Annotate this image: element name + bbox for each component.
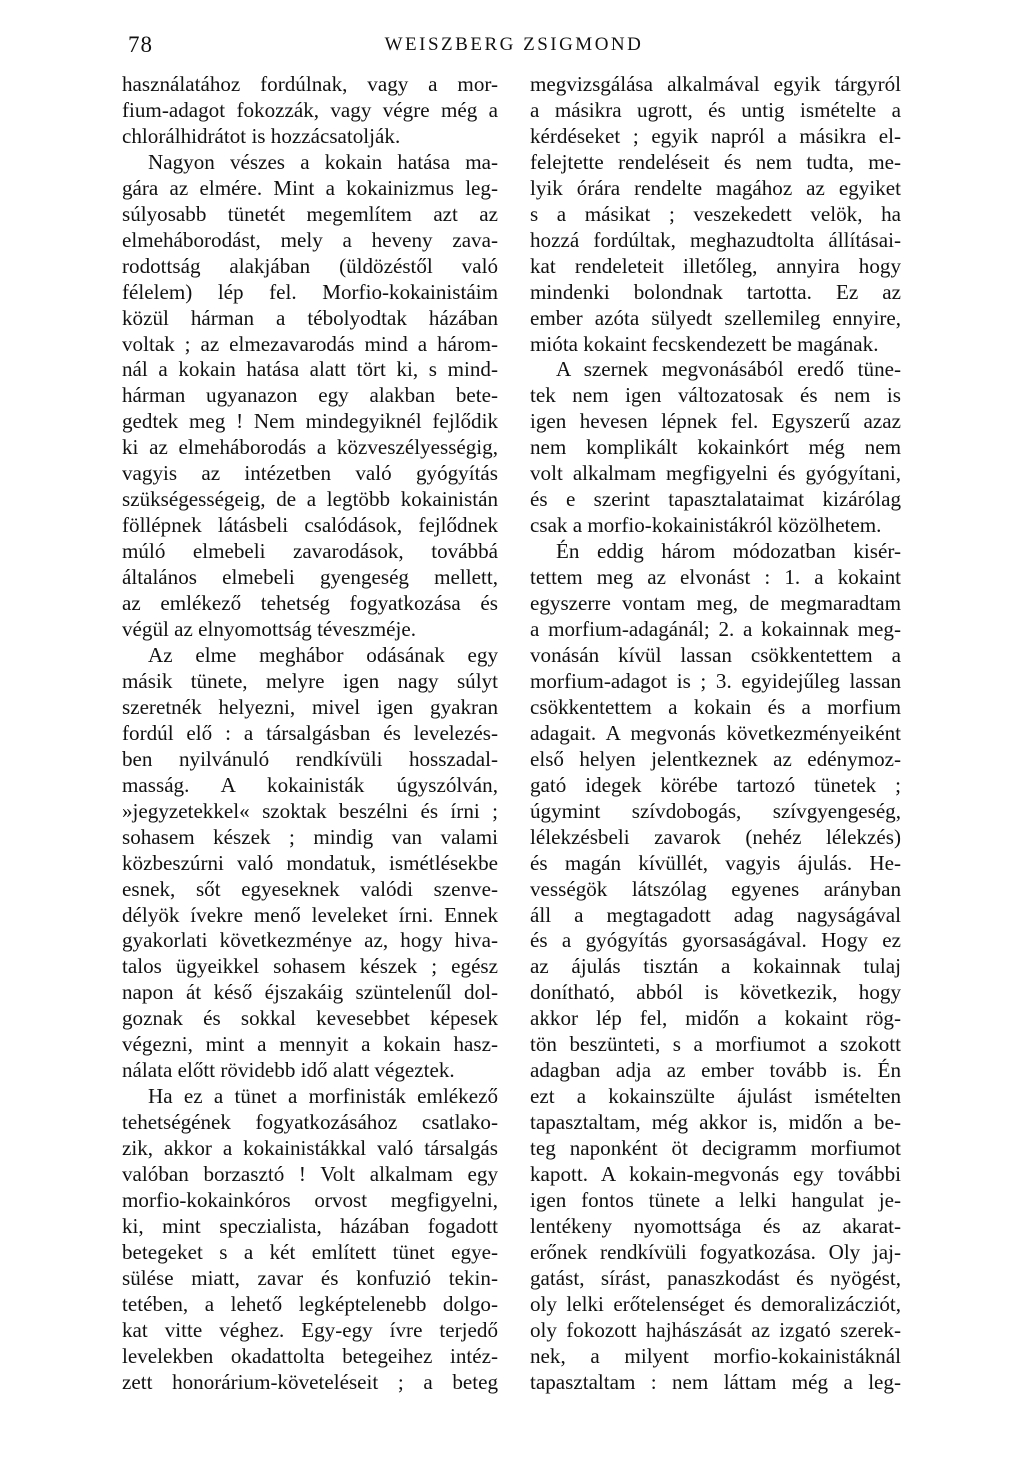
text-line: Az elme meghábor odásának egy xyxy=(148,642,498,667)
text-line: ember azóta sülyedt szellemileg ennyire, xyxy=(530,305,901,330)
text-line: zett honorárium-követeléseit ; a beteg xyxy=(122,1369,498,1394)
text-line: szeretnék helyezni, mivel igen gyakran xyxy=(122,694,498,719)
text-line: az ájulás tisztán a kokainnak tulaj xyxy=(530,954,901,979)
text-line: igen hevesen lépnek fel. Egyszerű azaz xyxy=(530,409,901,434)
text-line: ki, mint speczialista, házában fogadott xyxy=(122,1213,498,1238)
text-line: használatához fordúlnak, vagy a mor- xyxy=(122,72,498,96)
text-line: nem komplikált kokainkórt még nem xyxy=(530,435,901,460)
text-line: gyakorlati következménye az, hogy hiva- xyxy=(122,928,498,953)
text-line: tetében, a lehető legképtelenebb dolgo- xyxy=(122,1291,498,1316)
text-line: áll a megtagadott adag nagyságával xyxy=(530,902,901,927)
text-line: akkor lép fel, midőn a kokaint rög- xyxy=(530,1006,901,1031)
text-line: donítható, abból is következik, hogy xyxy=(530,980,901,1005)
text-line: és e szerint tapasztalataimat kizárólag xyxy=(530,487,901,512)
text-line: súlyosabb tünetét megemlítem azt az xyxy=(122,201,498,226)
text-line: mindenki bolondnak tartotta. Ez az xyxy=(530,279,901,304)
text-line: kat rendeleteit illetőleg, annyira hogy xyxy=(530,253,901,278)
text-line: lélekzésbeli zavarok (nehéz lélekzés) xyxy=(530,824,901,849)
text-line: nál a kokain hatása alatt tört ki, s mind- xyxy=(122,357,498,382)
text-line: sülése miatt, zavar és konfuzió tekin- xyxy=(122,1265,498,1290)
text-line: valóban borzasztó ! Volt alkalmam egy xyxy=(122,1162,498,1187)
text-line: A szernek megvonásából eredő tüne- xyxy=(556,357,901,382)
text-line: a morfium-adagánál; 2. a kokainnak meg- xyxy=(530,617,901,642)
text-line: Én eddig három módozatban kisér- xyxy=(556,539,901,564)
running-title: WEISZBERG ZSIGMOND xyxy=(384,34,644,55)
text-line: lentékeny nyomottsága és az akarat- xyxy=(530,1213,901,1238)
text-line: szükségességeig, de a legtöbb kokainistán xyxy=(122,487,498,512)
running-head xyxy=(122,32,906,60)
text-line: úgymint szívdobogás, szívgyengeség, xyxy=(530,798,901,823)
text-line: föllépnek látásbeli csalódások, fejlődnek xyxy=(122,513,498,538)
text-line: és a gyógyítás gyorsaságával. Hogy ez xyxy=(530,928,901,953)
text-line: zik, akkor a kokainistákkal való társalgás xyxy=(122,1136,498,1161)
text-line: igen fontos tünete a lelki hangulat je- xyxy=(530,1187,901,1212)
text-line: nek, a milyent morfio-kokainistáknál xyxy=(530,1343,901,1368)
text-line: ben nyilvánuló rendkívüli hosszadal- xyxy=(122,746,498,771)
right-text-column xyxy=(530,72,901,1396)
text-line: fordúl elő : a társalgásban és levelezés- xyxy=(122,720,498,745)
text-line: egyszerre vontam meg, de megmaradtam xyxy=(530,591,901,616)
text-line: chlorálhidrátot is hozzácsatolják. xyxy=(122,123,401,148)
text-line: tek nem igen változatosak és nem is xyxy=(530,383,901,408)
text-line: általános elmebeli gyengeség mellett, xyxy=(122,565,498,590)
text-line: fium-adagot fokozzák, vagy végre még a xyxy=(122,97,498,122)
text-line: az emlékező tehetség fogyatkozása és xyxy=(122,591,498,616)
text-line: mióta kokaint fecskendezett be magának. xyxy=(530,331,879,356)
text-line: erőnek rendkívüli fogyatkozása. Oly jaj- xyxy=(530,1239,901,1264)
text-line: múló elmebeli zavarodások, továbbá xyxy=(122,539,498,564)
text-line: nálata előtt rövidebb idő alatt végeztek. xyxy=(122,1058,455,1083)
text-line: adagait. A megvonás következményeiként xyxy=(530,720,901,745)
text-line: »jegyzetekkel« szoktak beszélni és írni ; xyxy=(122,798,498,823)
text-line: Ha ez a tünet a morfinisták emlékező xyxy=(148,1084,498,1109)
text-line: tettem meg az elvonást : 1. a kokaint xyxy=(530,565,901,590)
text-line: csak a morfio-kokainistákról közölhetem. xyxy=(530,513,882,538)
text-line: ki az elmeháborodás a közveszélyességig, xyxy=(122,435,498,460)
text-line: végezni, mint a mennyit a kokain hasz- xyxy=(122,1032,498,1057)
text-line: kérdéseket ; egyik napról a másikra el- xyxy=(530,123,901,148)
text-line: gedtek meg ! Nem mindegyiknél fejlődik xyxy=(122,409,498,434)
text-line: goznak és sokkal kevesebbet képesek xyxy=(122,1006,498,1031)
text-line: oly lelki erőtelenséget és demoralizácziót, xyxy=(530,1291,901,1316)
text-line: teg naponként öt decigramm morfiumot xyxy=(530,1136,901,1161)
text-line: gára az elmére. Mint a kokainizmus leg- xyxy=(122,175,498,200)
text-line: a másikra ugrott, és untig ismételte a xyxy=(530,97,901,122)
text-line: közül hárman a tébolyodtak házában xyxy=(122,305,498,330)
text-line: morfio-kokainkóros orvost megfigyelni, xyxy=(122,1187,498,1212)
left-text-column xyxy=(122,72,498,1396)
text-line: gatást, sírást, panaszkodást és nyögést, xyxy=(530,1265,901,1290)
text-line: és magán kívüllét, vagyis ájulás. He- xyxy=(530,850,901,875)
text-line: vességök látszólag egyenes arányban xyxy=(530,876,901,901)
text-line: volt alkalmam megfigyelni és gyógyítani, xyxy=(530,461,901,486)
text-line: ezt a kokainszülte ájulást ismételten xyxy=(530,1084,901,1109)
text-line: oly fokozott hajhászását az izgató szerek- xyxy=(530,1317,901,1342)
text-line: tön beszünteti, s a morfiumot a szokott xyxy=(530,1032,901,1057)
text-line: félelem) lép fel. Morfio-kokainistáim xyxy=(122,279,498,304)
text-line: rodottság alakjában (üldözéstől való xyxy=(122,253,498,278)
text-line: megvizsgálása alkalmával egyik tárgyról xyxy=(530,72,901,96)
text-line: elmeháborodást, mely a heveny zava- xyxy=(122,227,498,252)
text-line: levelekben okadattolta betegeihez intéz- xyxy=(122,1343,498,1368)
text-line: esnek, sőt egyeseknek valódi szenve- xyxy=(122,876,498,901)
text-line: tapasztaltam : nem láttam még a leg- xyxy=(530,1369,901,1394)
text-line: vonásán kívül lassan csökkentettem a xyxy=(530,642,901,667)
text-line: gató idegek körébe tartozó tünetek ; xyxy=(530,772,901,797)
text-line: közbeszúrni való mondatuk, ismétlésekbe xyxy=(122,850,498,875)
text-line: morfium-adagot is ; 3. egyidejűleg lassan xyxy=(530,668,901,693)
text-line: lyik órára rendelte magához az egyiket xyxy=(530,175,901,200)
text-line: hárman ugyanazon egy alakban bete- xyxy=(122,383,498,408)
text-line: tapasztaltam, még akkor is, midőn a be- xyxy=(530,1110,901,1135)
text-line: csökkentettem a kokain és a morfium xyxy=(530,694,901,719)
text-line: masság. A kokainisták úgyszólván, xyxy=(122,772,498,797)
text-line: adagban adja az ember tovább is. Én xyxy=(530,1058,901,1083)
text-line: Nagyon vészes a kokain hatása ma- xyxy=(148,149,498,174)
text-line: hozzá fordúltak, meghazudtolta állításai- xyxy=(530,227,901,252)
text-line: sohasem készek ; mindig van valami xyxy=(122,824,498,849)
text-line: végül az elnyomottság téveszméje. xyxy=(122,617,417,642)
text-line: kat vitte véghez. Egy-egy ívre terjedő xyxy=(122,1317,498,1342)
text-line: betegeket s a két említett tünet egye- xyxy=(122,1239,498,1264)
text-line: felejtette rendeléseit és nem tudta, me- xyxy=(530,149,901,174)
text-line: első helyen jelentkeznek az edénymoz- xyxy=(530,746,901,771)
text-line: másik tünete, melyre igen nagy súlyt xyxy=(122,668,498,693)
page-number: 78 xyxy=(128,32,153,57)
text-line: délyök ívekre menő leveleket írni. Ennek xyxy=(122,902,498,927)
text-line: kapott. A kokain-megvonás egy további xyxy=(530,1162,901,1187)
text-line: tehetségének fogyatkozásához csatlako- xyxy=(122,1110,498,1135)
text-line: napon át késő éjszakáig szüntelenűl dol- xyxy=(122,980,498,1005)
text-line: s a másikat ; veszekedett velök, ha xyxy=(530,201,901,226)
text-line: vagyis az intézetben való gyógyítás xyxy=(122,461,498,486)
text-line: talos ügyeikkel sohasem készek ; egész xyxy=(122,954,498,979)
text-line: voltak ; az elmezavarodás mind a három- xyxy=(122,331,498,356)
